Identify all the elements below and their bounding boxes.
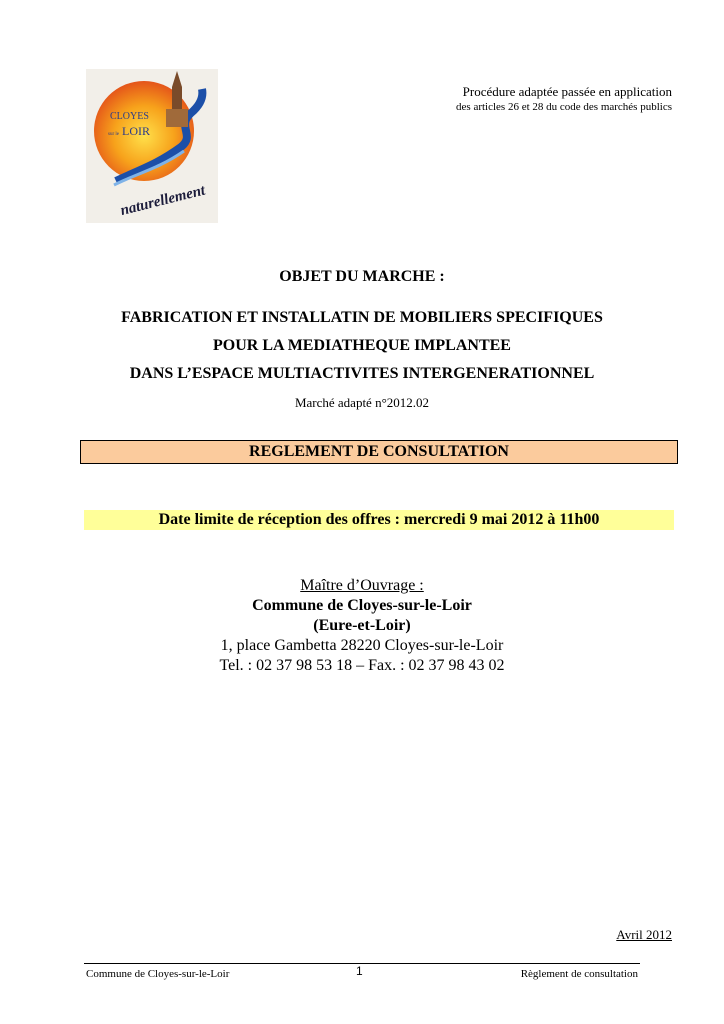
footer-right: Règlement de consultation (520, 968, 638, 980)
procedure-note (456, 84, 672, 115)
footer-left: Commune de Cloyes-sur-le-Loir (86, 968, 230, 980)
reglement-title: REGLEMENT DE CONSULTATION (80, 440, 678, 464)
maitre-label: Maître d’Ouvrage : (300, 577, 424, 594)
objet-line3: DANS L’ESPACE MULTIACTIVITES INTERGENERATIONNEL (129, 365, 595, 382)
objet-line1: FABRICATION ET INSTALLATIN DE MOBILIERS SPECIFIQUES (121, 309, 603, 326)
date-limite: Date limite de réception des offres : mercredi 9 mai 2012 à 11h00 (84, 510, 674, 530)
procedure-line1: Procédure adaptée passée en application (462, 84, 672, 99)
maitre-dept: (Eure-et-Loir) (313, 617, 411, 634)
objet-description (0, 304, 724, 388)
objet-title: OBJET DU MARCHE : (279, 268, 445, 285)
commune-logo (86, 69, 218, 223)
logo-graphic (86, 69, 218, 223)
maitre-address: 1, place Gambetta 28220 Cloyes-sur-le-Loir (220, 637, 504, 654)
logo-text-sur: sur le (108, 132, 119, 137)
maitre-ouvrage-block (0, 576, 724, 676)
objet-line2: POUR LA MEDIATHEQUE IMPLANTEE (213, 337, 511, 354)
maitre-commune: Commune de Cloyes-sur-le-Loir (252, 597, 472, 614)
logo-text-cloyes: CLOYES (110, 111, 149, 122)
marche-number: Marché adapté n°2012.02 (294, 395, 430, 410)
logo-text-loir: LOIR (122, 124, 150, 138)
footer-page-number: 1 (356, 964, 363, 978)
logo-slogan: naturellement (118, 182, 207, 220)
procedure-line2: des articles 26 et 28 du code des marchés publics (456, 101, 672, 113)
maitre-tel: Tel. : 02 37 98 53 18 – Fax. : 02 37 98 43 02 (219, 657, 505, 674)
document-date: Avril 2012 (616, 927, 672, 942)
